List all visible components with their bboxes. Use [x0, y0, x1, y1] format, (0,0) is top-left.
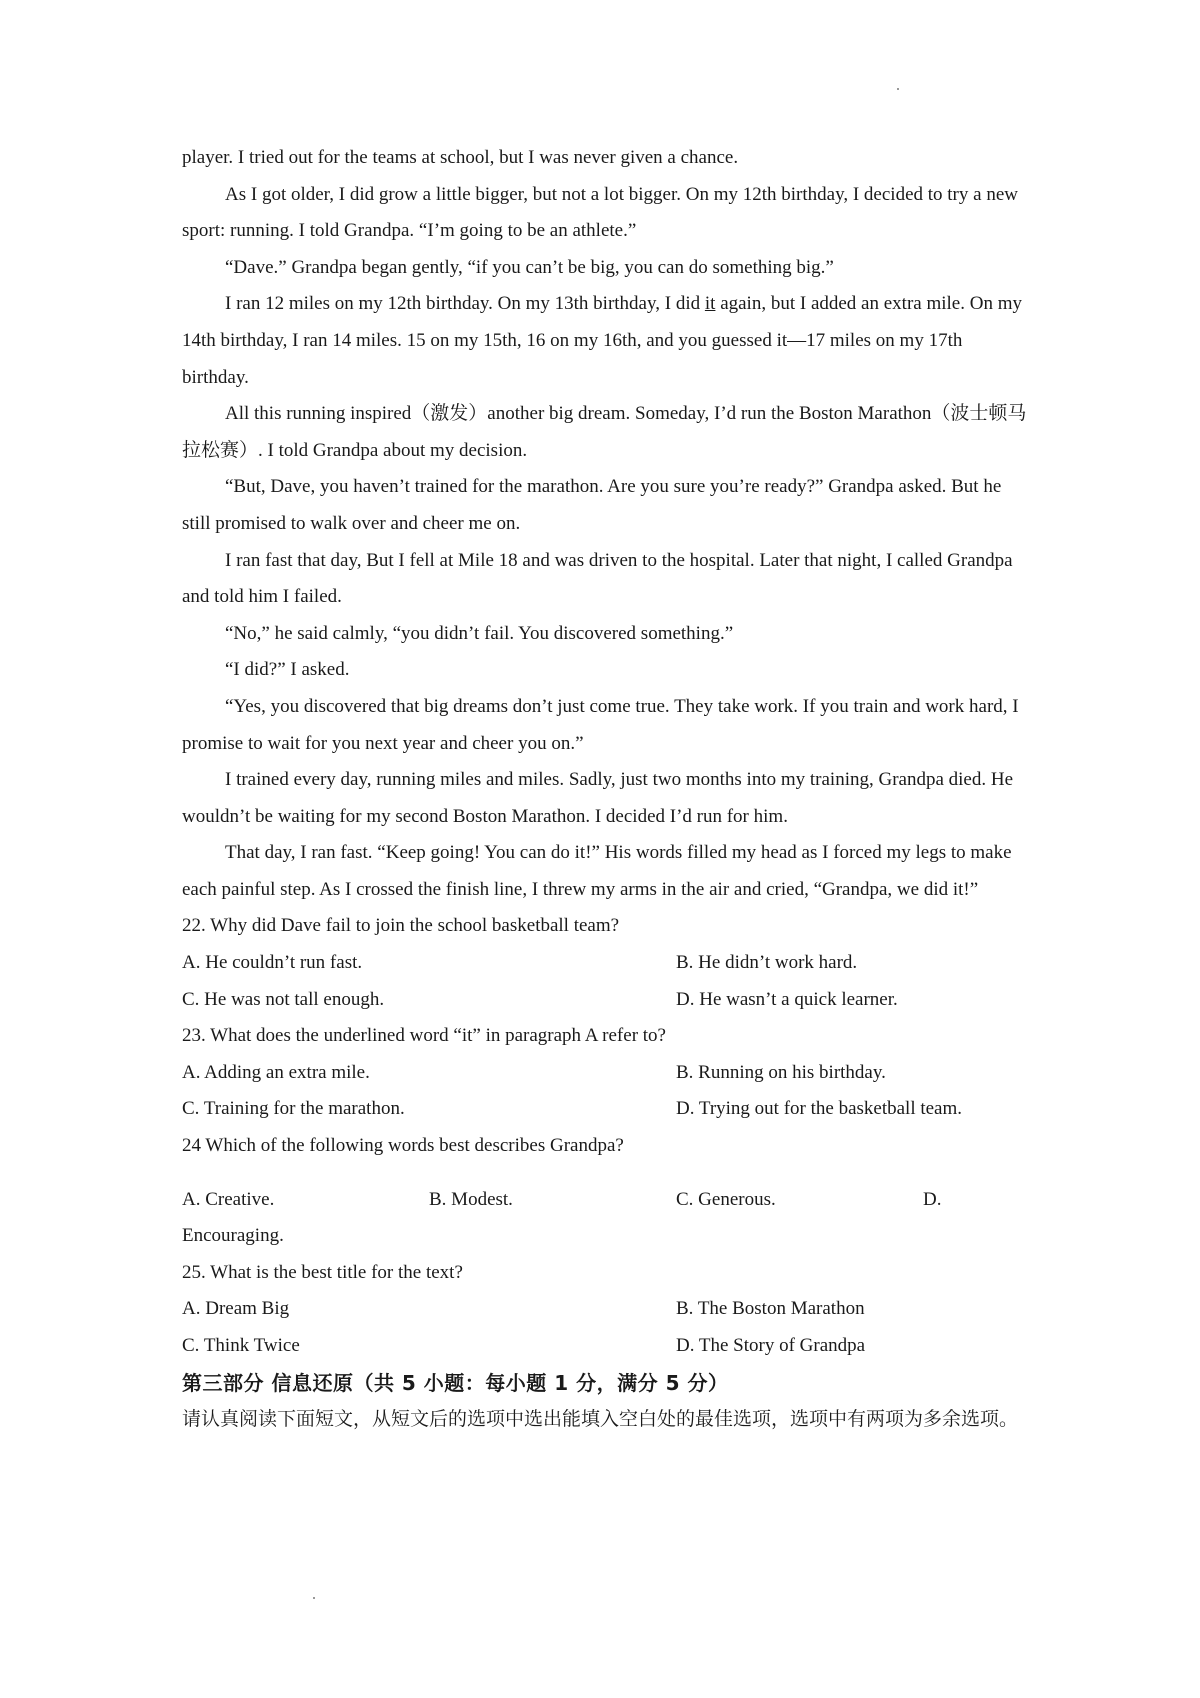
- passage-paragraph-11: That day, I ran fast. “Keep going! You can do it!” His words filled my head as I forced my legs to make each painful step. As I crossed the finish line, I threw my arms in the air and cried, “Grandpa, we did it!”: [182, 842, 1012, 900]
- passage-paragraph-2: “Dave.” Grandpa began gently, “if you can’t be big, you can do something big.”: [225, 256, 834, 278]
- passage-paragraph-5: “But, Dave, you haven’t trained for the marathon. Are you sure you’re ready?” Grandpa asked. But he still promised to walk over and cheer me on.: [182, 476, 1002, 534]
- question-24-option-b: B. Modest.: [429, 1188, 513, 1210]
- passage-paragraph-1: As I got older, I did grow a little bigger, but not a lot bigger. On my 12th birthday, I decided to try a new sport: running. I told Grandpa. “I’m going to be an athlete.”: [182, 183, 1018, 242]
- question-24: [182, 1128, 1027, 1255]
- question-23-option-b: B. Running on his birthday.: [676, 1061, 886, 1083]
- passage-paragraph-10: I trained every day, running miles and miles. Sadly, just two months into my training, Grandpa died. He wouldn’t be waiting for my second Boston Marathon. I decided I’d run for him.: [182, 769, 1013, 827]
- question-22-options-row-1: [182, 945, 1027, 982]
- question-24-option-a: A. Creative.: [182, 1188, 275, 1210]
- exam-page: [182, 140, 1027, 1438]
- question-24-options-row: [182, 1182, 1027, 1219]
- passage-paragraph-8: “I did?” I asked.: [225, 659, 350, 681]
- passage-paragraph-7: “No,” he said calmly, “you didn’t fail. You discovered something.”: [225, 622, 734, 644]
- question-25-stem: 25. What is the best title for the text?: [182, 1261, 463, 1283]
- question-23: [182, 1018, 1027, 1128]
- question-23-options-row-2: [182, 1091, 1027, 1128]
- question-22: [182, 908, 1027, 1018]
- question-22-stem: 22. Why did Dave fail to join the school basketball team?: [182, 915, 620, 937]
- question-24-option-d-letter: D.: [923, 1188, 942, 1210]
- question-25-option-a: A. Dream Big: [182, 1298, 290, 1320]
- paragraph-3-part-b: again, but I added an extra mile. On my 14th birthday, I ran 14 miles. 15 on my 15th, 16 on my 16th, and you guessed it—17 miles on my 17th birthday.: [182, 293, 1022, 388]
- question-23-option-a: A. Adding an extra mile.: [182, 1061, 370, 1083]
- question-23-stem: 23. What does the underlined word “it” in paragraph A refer to?: [182, 1025, 666, 1047]
- question-25-option-c: C. Think Twice: [182, 1335, 300, 1356]
- section-3-instruction: 请认真阅读下面短文，从短文后的选项中选出能填入空白处的最佳选项，选项中有两项为多余选项。: [182, 1408, 1019, 1431]
- question-22-option-c: C. He was not tall enough.: [182, 988, 385, 1010]
- question-25-options-row-1: [182, 1291, 1027, 1328]
- passage-paragraph-3: [182, 286, 1027, 396]
- section-3-title: 第三部分 信息还原（共 5 小题：每小题 1 分，满分 5 分）: [182, 1370, 729, 1395]
- question-22-options-row-2: [182, 982, 1027, 1019]
- question-23-options-row-1: [182, 1055, 1027, 1092]
- question-25-options-row-2: [182, 1328, 1027, 1365]
- question-25-option-d: D. The Story of Grandpa: [676, 1335, 866, 1356]
- paragraph-3-part-a: I ran 12 miles on my 12th birthday. On my 13th birthday, I did: [225, 293, 705, 315]
- question-24-option-d-text: Encouraging.: [182, 1225, 284, 1247]
- underlined-word-it: it: [704, 293, 716, 315]
- scan-speck-top: [897, 88, 899, 90]
- passage-paragraph-4: All this running inspired（激发）another big dream. Someday, I’d run the Boston Marathon（波士顿马拉松赛）. I told Grandpa about my decision.: [182, 403, 1027, 461]
- question-25: [182, 1255, 1027, 1365]
- question-25-option-b: B. The Boston Marathon: [676, 1298, 865, 1320]
- question-23-option-c: C. Training for the marathon.: [182, 1098, 405, 1120]
- question-24-stem: 24 Which of the following words best describes Grandpa?: [182, 1135, 624, 1157]
- question-22-option-a: A. He couldn’t run fast.: [182, 952, 363, 974]
- question-22-option-b: B. He didn’t work hard.: [676, 952, 858, 974]
- passage-paragraph-0: player. I tried out for the teams at school, but I was never given a chance.: [182, 147, 739, 168]
- passage-paragraph-6: I ran fast that day, But I fell at Mile 18 and was driven to the hospital. Later that night, I called Grandpa and told him I failed.: [182, 549, 1013, 608]
- question-23-option-d: D. Trying out for the basketball team.: [676, 1098, 963, 1120]
- passage-paragraph-9: “Yes, you discovered that big dreams don’t just come true. They take work. If you train and work hard, I promise to wait for you next year and cheer you on.”: [182, 695, 1019, 754]
- question-22-option-d: D. He wasn’t a quick learner.: [676, 988, 898, 1010]
- scan-speck-bottom: [313, 1597, 315, 1599]
- question-24-option-c: C. Generous.: [676, 1188, 776, 1210]
